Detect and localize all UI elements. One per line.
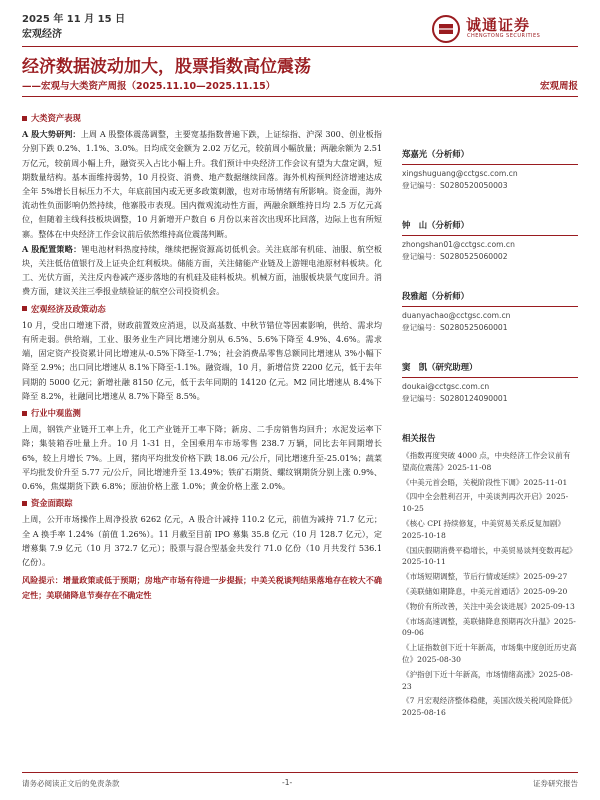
sidebar: [402, 148, 578, 722]
page-title: 经济数据波动加大，股票指数高位震荡: [22, 57, 311, 77]
analyst-email[interactable]: xingshuguang@cctgsc.com.cn: [402, 169, 518, 178]
related-report-item[interactable]: 《核心 CPI 持续修复，中美贸易关系反复加剧》2025-10-18: [402, 518, 566, 540]
section-fund-tracking: [22, 496, 382, 569]
paragraph: A 股大势研判：上周 A 股整体震荡调整，主要宽基指数普遍下跌，上证综指、沪深 300、创业板指分别下跌 0.2%、1.1%、3.0%。日均成交金额为 2.02 万亿元，较前周小幅放量；两融余额为 2.51 万亿元，较前周小幅上升，融资买入占比小幅上升。我们预计中央经济工作会议有望为大盘定调，短期数量结构。基本面维持弱势，10 月投资、消费、地产数据继续回落。海外机构预判经济增速达成全年 5%增长目标压力不大，年底前国内或无更多政策刺激，也对市场情绪有所影响。资金面，海外流动性负面影响仍然持续，他寨股市表现。国内微观流动性方面，两融余额维持日均 2.5 万亿元高位，但随着主线科技板块调整，10 月新增开户数自 6 月份以来首次出现环比回落，边际上也有所短寨。整体在中央经济工作会议前后依然维持高位震荡判断。: [22, 129, 383, 239]
analyst-reg: 登记编号：S0280525060001: [402, 323, 508, 332]
analyst-reg: 登记编号：S0280520050003: [402, 181, 508, 190]
analyst-name: 窦 凯（研究助理）: [402, 362, 478, 372]
section-heading: 大类资产表现: [22, 111, 382, 125]
logo-english: CHENGTONG SECURITIES: [467, 33, 541, 39]
square-bullet-icon: [22, 411, 27, 416]
analyst-card: [402, 290, 578, 334]
related-reports: [402, 432, 578, 719]
paragraph: 上周，钢铁产业链开工率上升，化工产业链开工率下降；新房、二手房销售均回升；水泥发运率下降；集装箱吞吐量上升。10 月 1-31 日，全国乘用车市场零售 238.7 万辆，同比去年同期增长 6%，较上月增长 7%。上周，猪肉平均批发价格下跌 18.06 元/公斤，同比增速升至-25.01%；蔬菜平均批发价升至 5.77 元/公斤，同比增速升至 13.49%；铁矿石期货、螺纹钢期货分别上涨 0.9%、0.6%，焦煤期货下跌 6.8%；原油价格上涨 1.0%；黄金价格上涨 2.0%。: [22, 424, 382, 492]
report-type: 宏观周报: [539, 81, 578, 92]
analyst-card: [402, 361, 578, 405]
square-bullet-icon: [22, 501, 27, 506]
header-rule: [22, 46, 578, 47]
related-report-item[interactable]: 《市场短期调整，节后行情或延续》2025-09-27: [402, 572, 568, 582]
related-report-item[interactable]: 《7 月宏观经济整体稳健，美国次级关税风险降低》2025-08-16: [402, 696, 577, 718]
logo-emblem-icon: [430, 14, 462, 44]
analyst-divider: [402, 164, 578, 165]
related-report-item[interactable]: 《美联储如期降息，中美元首通话》2025-09-20: [402, 586, 568, 596]
analyst-name: 钟 山（分析师）: [402, 220, 469, 230]
page-number: -1-: [282, 778, 293, 787]
analyst-email[interactable]: duanyachao@cctgsc.com.cn: [402, 311, 511, 320]
company-logo: [430, 14, 560, 44]
title-rule: [22, 96, 578, 97]
related-report-item[interactable]: 《四中全会胜利召开，中美谈判再次开启》2025-10-25: [402, 492, 569, 514]
report-category: 宏观经济: [22, 29, 62, 40]
related-report-item[interactable]: 《市场高速调整，美联储降息预期再次升温》2025-09-06: [402, 616, 576, 638]
footer-disclaimer: 请务必阅读正文后的免责条款: [22, 779, 120, 788]
section-heading: 资金面跟踪: [22, 496, 382, 510]
analyst-divider: [402, 306, 578, 307]
square-bullet-icon: [22, 116, 27, 121]
analyst-divider: [402, 377, 578, 378]
analyst-reg: 登记编号：S0280124090001: [402, 394, 508, 403]
footer-label: 证券研究报告: [533, 779, 578, 788]
analyst-name: 郑嘉光（分析师）: [402, 149, 469, 159]
related-report-item[interactable]: 《国庆假期消费平稳增长，中美贸易谈判变数再起》2025-10-11: [402, 545, 577, 567]
analyst-divider: [402, 235, 578, 236]
main-body: [22, 108, 382, 603]
section-macro-policy: [22, 302, 382, 403]
analyst-email[interactable]: doukai@cctgsc.com.cn: [402, 382, 490, 391]
related-reports-title: 相关报告: [402, 433, 436, 443]
square-bullet-icon: [22, 306, 27, 311]
analyst-card: [402, 219, 578, 263]
paragraph: A 股配置策略：锂电池材料热度持续，继续把握资源高切低机会。关注底部有机硅、油服、航空板块，关注低估值银行及上证央企红利板块。储能方面，关注储能产业链及上游锂电池原材料板块。化工、光伏方面，关注反内卷减产逐步落地的有机硅及硅料板块。机械方面，油服板块景气度回升。消费方面，建议关注三季报业绩验证的航空公司投资机会。: [22, 243, 382, 297]
report-date: 2025 年 11 月 15 日: [22, 14, 126, 25]
paragraph: 上周，公开市场操作上周净投放 6262 亿元，A 股合计减持 110.2 亿元，前值为减持 71.7 亿元；全 A 换手率 1.24%（前值 1.26%）。11 月截至目前 IPO 募集 35.8 亿元（10 月 128.7 亿元），定增募集 7.9 亿元（10 月 372.7 亿元）；股票与混合型基金共发行 71.0 亿份（10 月共发行 536.1 亿份）。: [22, 514, 382, 568]
related-report-item[interactable]: 《中美元首会晤，关税阶段性下调》2025-11-01: [402, 477, 568, 487]
paragraph: 10 月，受出口增速下滑，财政前置效应消退，以及高基数、中秋节错位等因素影响，供给、需求均有所走弱。供给端，工业、服务业生产同比增速分别从 6.5%、5.6%下降至 4.9%、4.6%。需求端，固定资产投资累计同比增速从-0.5%下降至-1.7%；社会消费品零售总额同比增速从 3%小幅下降至 2.9%；出口同比增速从 8.1%下降至-1.1%。融资端，10 月，新增信贷 2200 亿元，低于去年同期的 5000 亿元；新增社融 8150 亿元，低于去年同期的 14120 亿元。M2 同比增速从 8.4%下降至 8.2%，社融同比增速从 8.7%下降至 8.5%。: [22, 319, 382, 401]
related-report-item[interactable]: 《物价有所改善，关注中美会谈进展》2025-09-13: [402, 601, 575, 611]
logo-name: 诚通证券: [466, 16, 531, 34]
analyst-email[interactable]: zhongshan01@cctgsc.com.cn: [402, 240, 515, 249]
analyst-card: [402, 148, 578, 192]
footer-rule: [22, 772, 578, 773]
section-heading: 行业中观监测: [22, 406, 382, 420]
related-report-item[interactable]: 《上证指数创下近十年新高，市场集中度创近历史高位》2025-08-30: [402, 643, 577, 664]
page-subtitle: ——宏观与大类资产周报（2025.11.10—2025.11.15）: [22, 81, 276, 92]
section-asset-performance: [22, 111, 382, 299]
related-report-item[interactable]: 《沪指创下近十年新高，市场情绪高涨》2025-08-23: [402, 669, 573, 691]
section-industry-monitor: [22, 406, 382, 493]
risk-warning: 风险提示：增量政策或低于预期；房地产市场有待进一步提振；中美关税谈判结果落地存在较大不确定性；美联储降息节奏存在不确定性: [22, 575, 382, 601]
section-heading: 宏观经济及政策动态: [22, 302, 382, 316]
analyst-reg: 登记编号：S0280525060002: [402, 252, 508, 261]
related-report-item[interactable]: 《指数再度突破 4000 点，中央经济工作会议前有望高位震荡》2025-11-08: [402, 451, 571, 472]
analyst-name: 段雅超（分析师）: [402, 291, 469, 301]
